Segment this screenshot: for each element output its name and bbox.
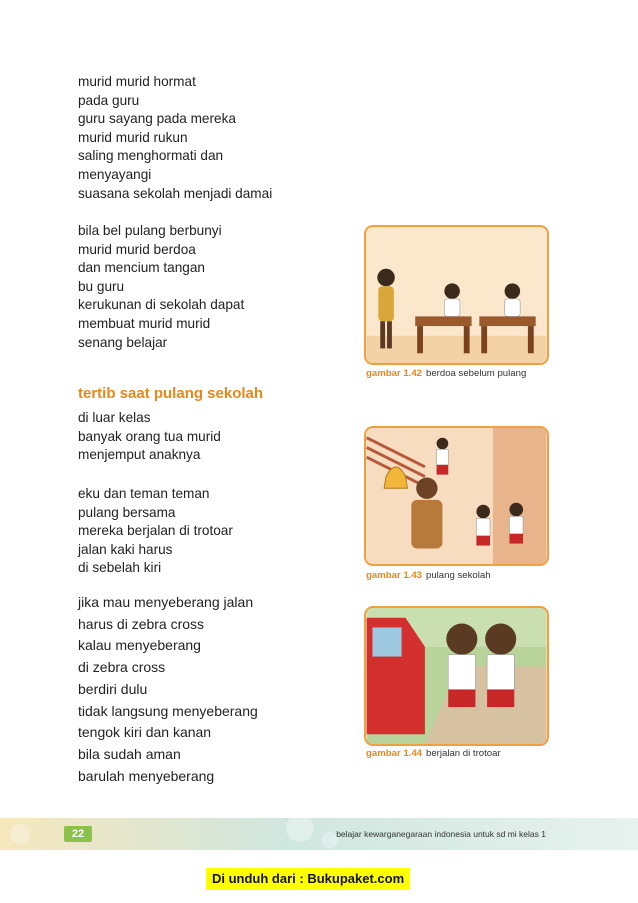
going-home-icon xyxy=(366,428,547,564)
students-praying-icon xyxy=(366,227,547,363)
stanza-3 xyxy=(78,409,221,465)
poem-line: murid murid rukun xyxy=(78,129,188,145)
figure-1-42 xyxy=(364,225,549,365)
poem-line: mereka berjalan di trotoar xyxy=(78,523,233,539)
download-note: Di unduh dari : Bukupaket.com xyxy=(206,868,410,890)
poem-line: bila sudah aman xyxy=(78,745,181,762)
poem-line: bila bel pulang berbunyi xyxy=(78,223,222,238)
page-number: 22 xyxy=(64,826,92,842)
poem-line: banyak orang tua murid xyxy=(78,428,221,444)
stanza-4 xyxy=(78,485,233,578)
figure-caption-text: berdoa sebelum pulang xyxy=(426,368,527,379)
figure-1-43 xyxy=(364,426,549,566)
figure-number: gambar 1.42 xyxy=(366,368,422,379)
poem-line: pada guru xyxy=(78,92,140,108)
poem-line: pulang bersama xyxy=(78,504,176,520)
figure-number: gambar 1.44 xyxy=(366,748,422,759)
poem-line: berdiri dulu xyxy=(78,680,148,697)
poem-line: murid murid berdoa xyxy=(78,241,196,257)
stanza-5 xyxy=(78,592,258,787)
poem-line: tengok kiri dan kanan xyxy=(78,724,212,741)
poem-line: dan mencium tangan xyxy=(78,260,205,276)
poem-line: kalau menyeberang xyxy=(78,637,201,654)
figure-1-44-caption xyxy=(366,748,501,759)
figure-caption-text: pulang sekolah xyxy=(426,570,491,581)
poem-line: senang belajar xyxy=(78,334,168,350)
poem-line: tidak langsung menyeberang xyxy=(78,702,258,719)
poem-line: jika mau menyeberang jalan xyxy=(78,594,254,610)
figure-1-44 xyxy=(364,606,549,746)
poem-line: di luar kelas xyxy=(78,410,151,425)
poem-line: di zebra cross xyxy=(78,659,166,676)
sidewalk-walk-icon xyxy=(366,608,547,744)
poem-line: eku dan teman teman xyxy=(78,486,210,501)
poem-line: harus di zebra cross xyxy=(78,615,205,632)
section-heading: tertib saat pulang sekolah xyxy=(78,385,264,402)
poem-line: menyayangi xyxy=(78,166,152,182)
poem-line: saling menghormati dan xyxy=(78,148,224,164)
poem-line: suasana sekolah menjadi damai xyxy=(78,185,273,201)
poem-line: barulah menyeberang xyxy=(78,767,215,784)
stanza-1 xyxy=(78,73,272,203)
poem-line: di sebelah kiri xyxy=(78,560,162,576)
figure-1-42-caption xyxy=(366,368,526,379)
figure-1-43-caption xyxy=(366,570,491,581)
book-title: belajar kewarganegaraan indonesia untuk sd mi kelas 1 xyxy=(336,829,546,839)
poem-line: bu guru xyxy=(78,278,125,294)
poem-line: jalan kaki harus xyxy=(78,541,173,557)
figure-number: gambar 1.43 xyxy=(366,570,422,581)
stanza-2 xyxy=(78,222,244,352)
poem-line: menjemput anaknya xyxy=(78,447,201,463)
poem-line: guru sayang pada mereka xyxy=(78,111,236,127)
poem-line: murid murid hormat xyxy=(78,74,196,89)
poem-line: membuat murid murid xyxy=(78,315,211,331)
poem-line: kerukunan di sekolah dapat xyxy=(78,297,245,313)
figure-caption-text: berjalan di trotoar xyxy=(426,748,501,759)
